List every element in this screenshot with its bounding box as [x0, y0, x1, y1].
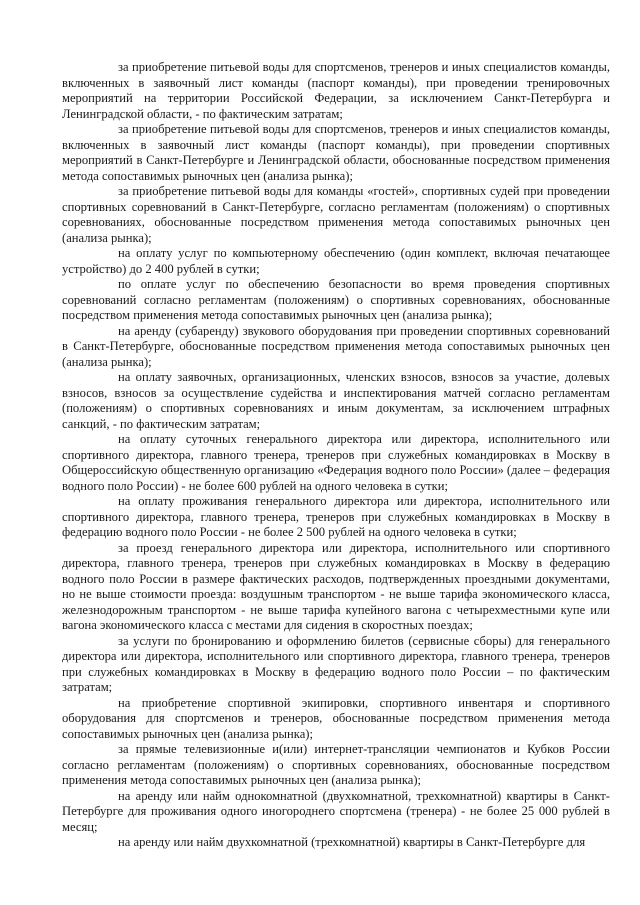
paragraph-travel: за проезд генерального директора или директора, исполнительного или спортивного директора, главного тренера, тренеров при служебных командировках в Москву в федерацию водного поло России в размере фактических расходов, подтвержденных проездными документами, но не выше стоимости проезда: воздушным транспортом - не выше тарифа экономического класса, железнодорожным транспортом - не выше тарифа купейного вагона с четырехместными купе или вагона экономического класса с местами для сидения в скоростных поездах;: [62, 540, 610, 632]
paragraph-security-services: по оплате услуг по обеспечению безопасности во время проведения спортивных соревнований согласно регламентам (положениям) о спортивных соревнованиях, обоснованные посредством применения метода сопоставимых рыночных цен (анализа рынка);: [62, 277, 610, 322]
paragraph-ticket-booking: за услуги по бронированию и оформлению билетов (сервисные сборы) для генерального директора или директора, исполнительного или спортивного директора, главного тренера, тренеров при служебных командировках в Москву в федерацию водного поло России – по фактическим затратам;: [62, 633, 610, 694]
paragraph-apartment-rent-one: на аренду или найм однокомнатной (двухкомнатной, трехкомнатной) квартиры в Санкт-Петербурге для проживания одного иногороднего спортсмена (тренера) - не более 25 000 рублей в месяц;: [62, 788, 610, 834]
document-page: [62, 60, 610, 851]
paragraph-accommodation: на оплату проживания генерального директора или директора, исполнительного или спортивного директора, главного тренера, тренеров при служебных командировках в Москву в федерацию водного поло России - не более 2 500 рублей на одного человека в сутки;: [62, 494, 610, 539]
paragraph-fees: на оплату заявочных, организационных, членских взносов, взносов за участие, долевых взносов, взносов за осуществление судейства и инспектирования матчей согласно регламентам (положениям) о спортивных соревнованиях и иным документам, за исключением штрафных санкций, - по фактическим затратам;: [62, 370, 610, 431]
paragraph-apartment-rent-two: на аренду или найм двухкомнатной (трехкомнатной) квартиры в Санкт-Петербурге для: [118, 835, 586, 849]
paragraph-sound-equipment: на аренду (субаренду) звукового оборудования при проведении спортивных соревнований в Санкт-Петербурге, обоснованные посредством применения метода сопоставимых рыночных цен (анализа рынка);: [62, 323, 610, 369]
paragraph-drinking-water-events: за приобретение питьевой воды для спортсменов, тренеров и иных специалистов команды, включенных в заявочный лист команды (паспорт команды), при проведении спортивных мероприятий в Санкт-Петербурге и Ленинградской области, обоснованные посредством применения метода сопоставимых рыночных цен (анализа рынка);: [62, 122, 610, 183]
paragraph-computer-services: на оплату услуг по компьютерному обеспечению (один комплект, включая печатающее устройство) до 2 400 рублей в сутки;: [62, 246, 610, 276]
paragraph-drinking-water-training: за приобретение питьевой воды для спортсменов, тренеров и иных специалистов команды, включенных в заявочный лист команды (паспорт команды), при проведении тренировочных мероприятий на территории Российской Федерации, за исключением Санкт-Петербурга и Ленинградской области, - по фактическим затратам;: [62, 60, 610, 121]
paragraph-daily-allowance: на оплату суточных генерального директора или директора, исполнительного или спортивного директора, главного тренера, тренеров при служебных командировках в Москву в Общероссийскую общественную организацию «Федерация водного поло России» (далее – федерация водного поло России) - не более 600 рублей на одного человека в сутки;: [62, 432, 610, 493]
paragraph-tv-broadcasts: за прямые телевизионные и(или) интернет-трансляции чемпионатов и Кубков России согласно регламентам (положениям) о спортивных соревнованиях, обоснованные посредством применения метода сопоставимых рыночных цен (анализа рынка);: [62, 742, 610, 787]
paragraph-sports-equipment: на приобретение спортивной экипировки, спортивного инвентаря и спортивного оборудования для спортсменов и тренеров, обоснованные посредством применения метода сопоставимых рыночных цен (анализа рынка);: [62, 695, 610, 741]
paragraph-drinking-water-guests: за приобретение питьевой воды для команды «гостей», спортивных судей при проведении спортивных соревнований в Санкт-Петербурге, согласно регламентам (положениям) о спортивных соревнованиях, обоснованные посредством применения метода сопоставимых рыночных цен (анализа рынка);: [62, 184, 610, 245]
